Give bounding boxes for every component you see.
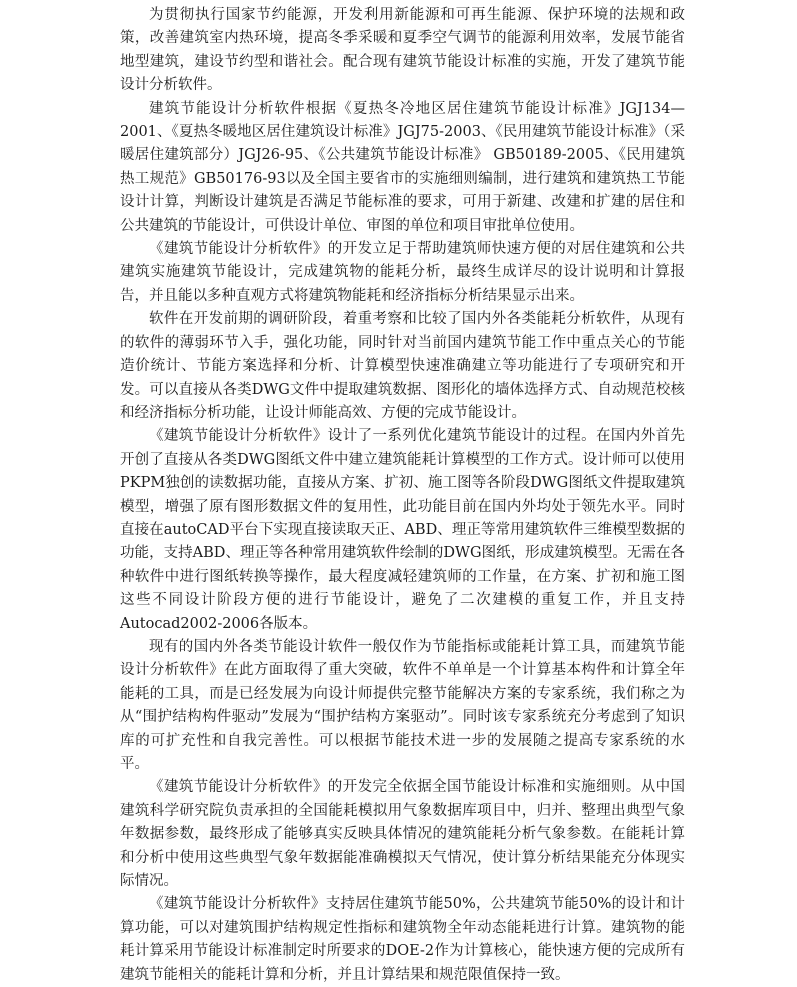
- paragraph-standards: 建筑节能设计分析软件根据《夏热冬冷地区居住建筑节能设计标准》JGJ134—2001、《夏热冬暖地区居住建筑设计标准》JGJ75-2003、《民用建筑节能设计标准》（采暖居住建筑部分）JGJ26-95、《公共建筑节能设计标准》 GB50189-2005、《民用建筑热工规范》GB50176-93以及全国主要省市的实施细则编制，进行建筑和建筑热工节能设计计算，判断设计建筑是否满足节能标准的要求，可用于新建、改建和扩建的居住和公共建筑的节能设计，可供设计单位、审图的单位和项目审批单位使用。: [120, 100, 685, 234]
- paragraph-calculation: 《建筑节能设计分析软件》支持居住建筑节能50%，公共建筑节能50%的设计和计算功能，可以对建筑围护结构规定性指标和建筑物全年动态能耗进行计算。建筑物的能耗计算采用节能设计标准制定时所要求的DOE-2作为计算核心，能快速方便的完成所有建筑节能相关的能耗计算和分析，并且计算结果和规范限值保持一致。: [120, 896, 685, 983]
- document-body: [120, 0, 685, 987]
- paragraph-dwg-workflow: 《建筑节能设计分析软件》设计了一系列优化建筑节能设计的过程。在国内外首先开创了直接从各类DWG图纸文件中建立建筑能耗计算模型的工作方式。设计师可以使用PKPM独创的读数据功能，直接从方案、扩初、施工图等各阶段DWG图纸文件提取建筑模型，增强了原有图形数据文件的复用性，此功能目前在国内外均处于领先水平。同时直接在autoCAD平台下实现直接读取天正、ABD、理正等常用建筑软件三维模型数据的功能，支持ABD、理正等各种常用建筑软件绘制的DWG图纸，形成建筑模型。无需在各种软件中进行图纸转换等操作，最大程度减轻建筑师的工作量，在方案、扩初和施工图这些不同设计阶段方便的进行节能设计，避免了二次建模的重复工作，并且支持Autocad2002-2006各版本。: [120, 428, 685, 632]
- paragraph-purpose: 《建筑节能设计分析软件》的开发立足于帮助建筑师快速方便的对居住建筑和公共建筑实施建筑节能设计，完成建筑物的能耗分析，最终生成详尽的设计说明和计算报告，并且能以多种直观方式将建筑物能耗和经济指标分析结果显示出来。: [120, 241, 685, 304]
- paragraph-weather-data: 《建筑节能设计分析软件》的开发完全依据全国节能设计标准和实施细则。从中国建筑科学研究院负责承担的全国能耗模拟用气象数据库项目中，归并、整理出典型气象年数据参数，最终形成了能够真实反映具体情况的建筑能耗分析气象参数。在能耗计算和分析中使用这些典型气象年数据能准确模拟天气情况，使计算分析结果能充分体现实际情况。: [120, 779, 685, 890]
- paragraph-research: 软件在开发前期的调研阶段，着重考察和比较了国内外各类能耗分析软件，从现有的软件的薄弱环节入手，强化功能，同时针对当前国内建筑节能工作中重点关心的节能造价统计、节能方案选择和分析、计算模型快速准确建立等功能进行了专项研究和开发。可以直接从各类DWG文件中提取建筑数据、图形化的墙体选择方式、自动规范校核和经济指标分析功能，让设计师能高效、方便的完成节能设计。: [120, 311, 685, 421]
- paragraph-intro: 为贯彻执行国家节约能源，开发利用新能源和可再生能源、保护环境的法规和政策，改善建筑室内热环境，提高冬季采暖和夏季空气调节的能源利用效率，发展节能省地型建筑，建设节约型和谐社会。配合现有建筑节能设计标准的实施，开发了建筑节能设计分析软件。: [120, 7, 685, 94]
- paragraph-expert-system: 现有的国内外各类节能设计软件一般仅作为节能指标或能耗计算工具，而建筑节能设计分析软件》在此方面取得了重大突破，软件不单单是一个计算基本构件和计算全年能耗的工具，而是已经发展为向设计师提供完整节能解决方案的专家系统，我们称之为从“围护结构构件驱动”发展为“围护结构方案驱动”。同时该专家系统充分考虑到了知识库的可扩充性和自我完善性。可以根据节能技术进一步的发展随之提高专家系统的水平。: [120, 638, 685, 772]
